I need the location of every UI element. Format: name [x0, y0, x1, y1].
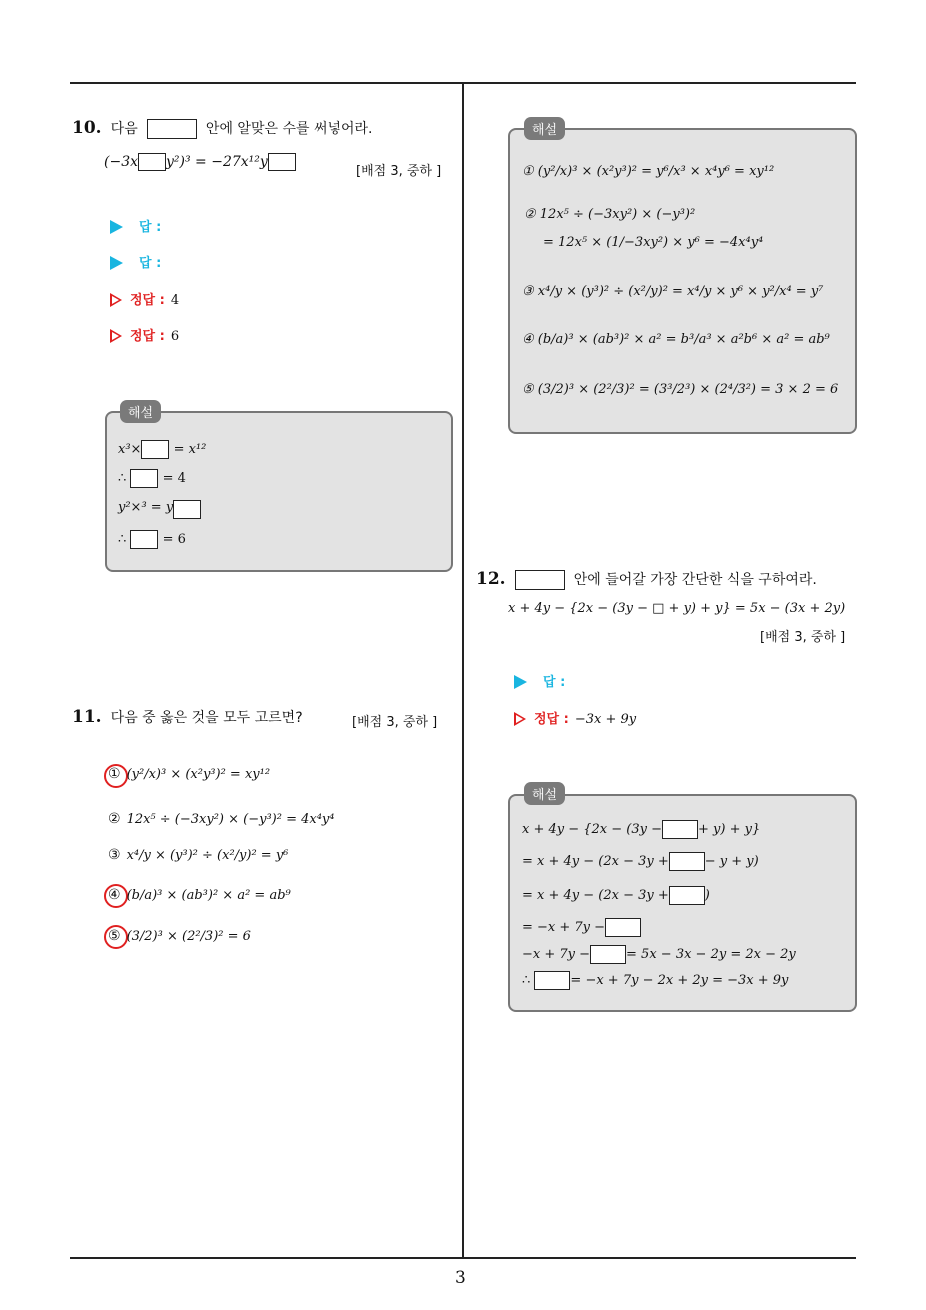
q12-explain-line-4	[522, 918, 641, 937]
q10-eq-blank-1	[138, 153, 166, 171]
q10-blank	[147, 119, 197, 139]
jeongdap-arrow-icon	[110, 329, 122, 343]
q10-text-after: 안에 알맞은 수를 써넣어라.	[205, 121, 373, 137]
q12-ex-part: = x + 4y − (2x − 3y +	[522, 854, 669, 869]
q12-answer-label: 답 :	[543, 675, 566, 690]
q10-answer-label-1: 답 :	[139, 220, 162, 235]
q11-choice-5[interactable]	[108, 928, 251, 944]
choice-number: ①	[108, 766, 121, 782]
q10-ex-part: = x¹²	[173, 442, 207, 457]
q10-ex-part: x³×	[118, 442, 142, 457]
q10-ex-part: ∴	[118, 471, 127, 486]
q12-ex-blank	[605, 918, 641, 937]
q10-explain-line-3	[118, 500, 201, 519]
q11-explain-tag: 해설	[524, 117, 565, 140]
answer-arrow-icon	[110, 220, 123, 234]
q11-choice-2[interactable]	[108, 811, 335, 827]
jeongdap-arrow-icon	[514, 712, 526, 726]
q10-jeongdap-value-2: 6	[170, 329, 180, 344]
q12-equation: x + 4y − {2x − (3y − □ + y) + y} = 5x − (3x + 2y)	[508, 601, 846, 616]
q10-header	[72, 118, 373, 139]
q12-explain-line-5	[522, 945, 796, 964]
q11-number: 11.	[72, 707, 102, 727]
q10-ex-blank	[173, 500, 201, 519]
q12-ex-part: x + 4y − {2x − (3y −	[522, 822, 663, 837]
q10-eq-left: (−3x	[104, 154, 138, 170]
q11-text: 다음 중 옳은 것을 모두 고르면?	[110, 710, 303, 726]
q12-jeongdap-label: 정답 :	[534, 712, 569, 727]
choice-expr: (y²/x)³ × (x²y³)² = xy¹²	[126, 767, 271, 782]
q12-explain-line-2	[522, 852, 759, 871]
column-divider	[462, 84, 464, 1258]
q12-jeongdap-value: −3x + 9y	[574, 712, 637, 727]
q12-meta: [배점 3, 중하 ]	[760, 630, 846, 645]
choice-expr: 12x⁵ ÷ (−3xy²) × (−y³)² = 4x⁴y⁴	[126, 812, 335, 827]
q12-blank	[515, 570, 565, 590]
q10-ex-blank	[141, 440, 169, 459]
choice-expr: x⁴/y × (y³)² ÷ (x²/y)² = y⁶	[126, 848, 289, 863]
choice-expr: (3/2)³ × (2²/3)² = 6	[126, 929, 251, 944]
q11-explain-line-6: ⑤ (3/2)³ × (2²/3)² = (3³/2³) × (2⁴/3²) = 3 × 2 = 6	[522, 382, 839, 397]
q10-number: 10.	[72, 118, 102, 138]
q10-answer-label-2: 답 :	[139, 256, 162, 271]
q11-explain-line-3: = 12x⁵ × (1/−3xy²) × y⁶ = −4x⁴y⁴	[543, 235, 764, 250]
q12-ex-blank	[669, 886, 705, 905]
q12-ex-part: + y) + y}	[698, 822, 761, 837]
q10-explain-line-4	[118, 530, 186, 549]
q10-explain-line-1	[118, 440, 206, 459]
q12-ex-part: = x + 4y − (2x − 3y +	[522, 888, 669, 903]
q11-choice-1[interactable]	[108, 766, 270, 782]
q12-ex-blank	[534, 971, 570, 990]
q12-ex-part: = −x + 7y − 2x + 2y = −3x + 9y	[570, 973, 789, 988]
q10-explain-line-2	[118, 469, 186, 488]
q10-ex-part: y²×³ = y	[118, 500, 174, 515]
q11-explain-line-5: ④ (b/a)³ × (ab³)² × a² = b³/a³ × a²b⁶ × a² = ab⁹	[522, 332, 830, 347]
q10-equation	[104, 153, 296, 171]
q11-meta: [배점 3, 중하 ]	[352, 715, 438, 730]
bottom-rule	[70, 1257, 856, 1259]
answer-arrow-icon	[514, 675, 527, 689]
choice-expr: (b/a)³ × (ab³)² × a² = ab⁹	[126, 888, 291, 903]
q10-eq-mid: y²)³ = −27x¹²y	[166, 154, 268, 170]
jeongdap-arrow-icon	[110, 293, 122, 307]
choice-number: ⑤	[108, 928, 121, 944]
q10-ex-part: = 6	[162, 532, 186, 547]
q10-answer-row-2	[110, 252, 161, 271]
q12-header	[476, 569, 817, 590]
q10-text-before: 다음	[110, 121, 138, 137]
choice-number: ④	[108, 887, 121, 903]
q10-ex-part: ∴	[118, 532, 127, 547]
q12-explain-tag: 해설	[524, 782, 565, 805]
q11-choice-3[interactable]	[108, 847, 288, 863]
q12-ex-part: ∴	[522, 973, 531, 988]
choice-number: ②	[108, 811, 121, 827]
q10-eq-blank-2	[268, 153, 296, 171]
q11-header	[72, 707, 303, 727]
q10-answer-row-1	[110, 216, 161, 235]
q11-choice-4[interactable]	[108, 887, 291, 903]
q12-explain-line-1	[522, 820, 760, 839]
q10-ex-blank	[130, 530, 158, 549]
q11-explain-line-4: ③ x⁴/y × (y³)² ÷ (x²/y)² = x⁴/y × y⁶ × y²/x⁴ = y⁷	[522, 284, 824, 299]
q10-ex-part: = 4	[162, 471, 186, 486]
q10-jeongdap-row-2	[110, 325, 179, 344]
q10-jeongdap-row-1	[110, 289, 179, 308]
q12-ex-blank	[662, 820, 698, 839]
q11-explain-line-1: ① (y²/x)³ × (x²y³)² = y⁶/x³ × x⁴y⁶ = xy¹²	[522, 164, 775, 179]
q10-ex-blank	[130, 469, 158, 488]
q10-jeongdap-value-1: 4	[170, 293, 180, 308]
q12-ex-blank	[669, 852, 705, 871]
q12-jeongdap-row	[514, 708, 636, 727]
q10-explain-tag: 해설	[120, 400, 161, 423]
q10-jeongdap-label-2: 정답 :	[130, 329, 165, 344]
q12-ex-blank	[590, 945, 626, 964]
q12-ex-part: = 5x − 3x − 2y = 2x − 2y	[626, 947, 796, 962]
q12-ex-part: −x + 7y −	[522, 947, 591, 962]
q12-explain-line-6	[522, 971, 788, 990]
q12-answer-row	[514, 671, 565, 690]
choice-number: ③	[108, 847, 121, 863]
q11-explain-line-2: ② 12x⁵ ÷ (−3xy²) × (−y³)²	[524, 207, 696, 222]
q12-text: 안에 들어갈 가장 간단한 식을 구하여라.	[573, 572, 817, 588]
q12-ex-part: = −x + 7y −	[522, 920, 606, 935]
answer-arrow-icon	[110, 256, 123, 270]
q12-ex-part: )	[704, 888, 710, 903]
q12-number: 12.	[476, 569, 506, 589]
q10-jeongdap-label-1: 정답 :	[130, 293, 165, 308]
q12-explain-line-3	[522, 886, 710, 905]
page-number: 3	[455, 1268, 466, 1288]
q12-ex-part: − y + y)	[704, 854, 759, 869]
q10-meta: [배점 3, 중하 ]	[356, 164, 442, 179]
